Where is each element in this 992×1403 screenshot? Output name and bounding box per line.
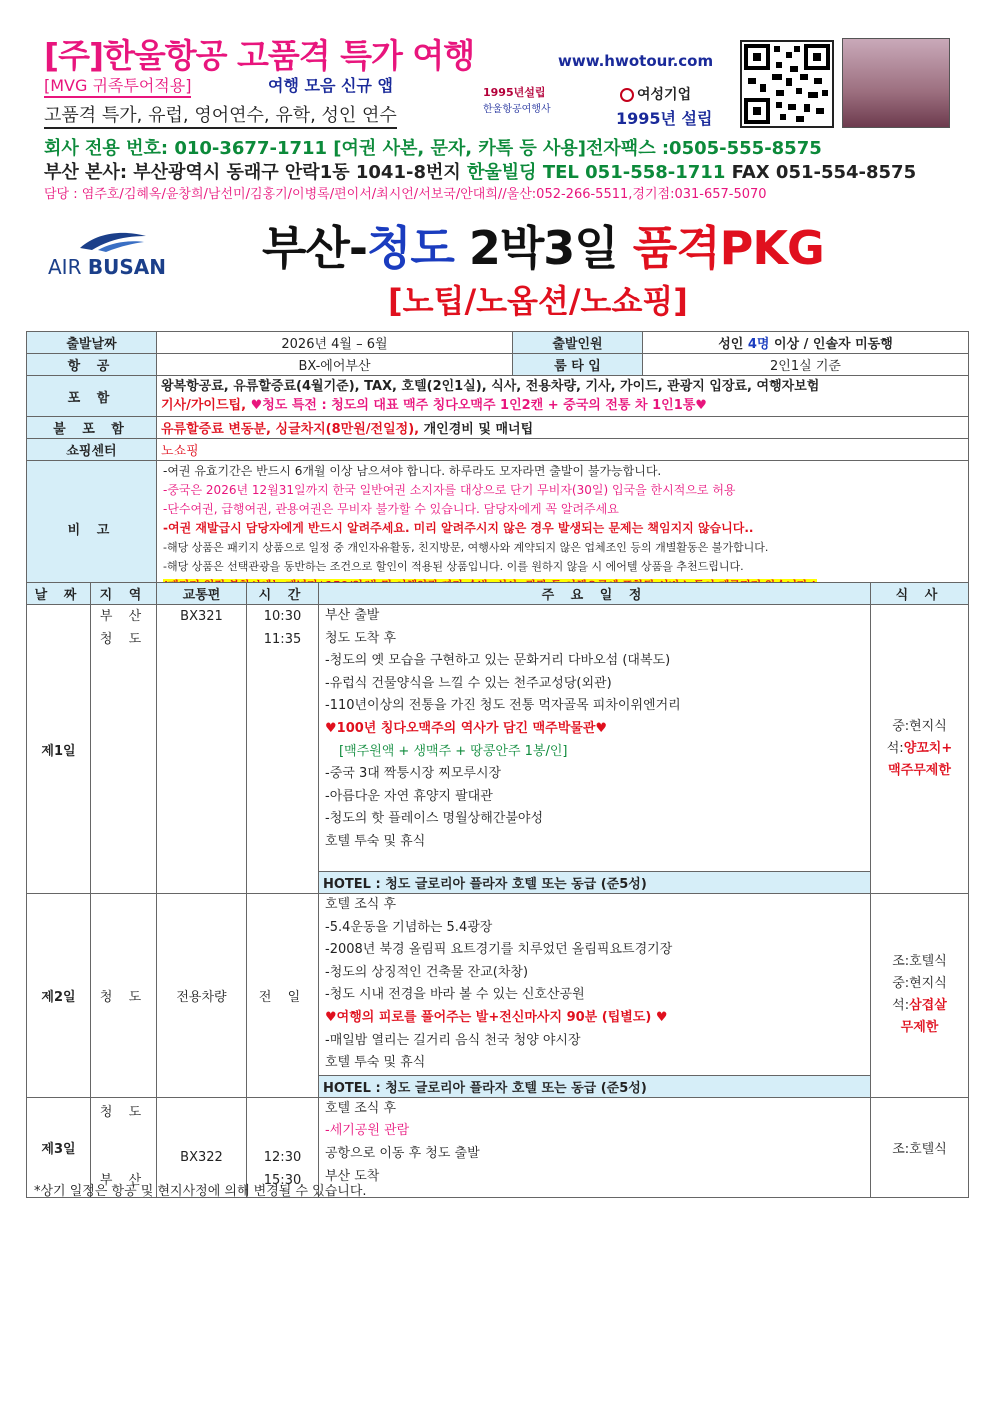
include-value: 왕복항공료, 유류할증료(4월기준), TAX, 호텔(2인1실), 식사, 전용차량, 기사, 가이드, 관광지 입장료, 여행자보험 기사/가이드팁, ♥청도 특전 : 청도의 대표 맥주 칭다오맥주 1인2캔 + 중국의 전통 차 1인1통♥ (157, 376, 969, 417)
women-enterprise-badge: 여성기업 (620, 84, 691, 104)
depart-value: 2026년 4월 – 6월 (157, 332, 513, 354)
info-table (26, 331, 969, 597)
mvg-tag: [MVG 귀족투어적용] (44, 73, 191, 98)
col-transport: 교통편 (157, 583, 247, 605)
day2-itinerary: 호텔 조식 후 -5.4운동을 기념하는 5.4광장 -2008년 북경 올림픽 요트경기를 치루었던 올림픽요트경기장 -청도의 상징적인 건축물 잔교(차창) -청도 시내 전경을 바라 볼 수 있는 신호산공원 ♥여행의 피로를 풀어주는 발+전신마사지 90분 (팁별도) ♥ -매일밤 열리는 길거리 음식 천국 청양 야시장 호텔 투숙 및 휴식 (319, 894, 871, 1076)
phone-line: 회사 전용 번호: 010-3677-1711 [여권 사본, 문자, 카톡 등 사용]전자팩스 :0505-555-8575 (44, 138, 822, 159)
day2-meal: 조:호텔식 중:현지식 석:삼겹살 무제한 (871, 894, 969, 1098)
day1-flight: BX321 (157, 605, 247, 894)
airline-label: 항 공 (27, 354, 157, 376)
established-year: 1995년 설립 (616, 109, 713, 128)
staff-list: 담당 : 염주호/김혜옥/윤창희/남선미/김홍기/이병록/편이서/최시언/서보국/안대희//울산:052-266-5511,경기점:031-657-5070 (44, 187, 767, 202)
office-line: 부산 본사: 부산광역시 동래구 안락1동 1041-8번지 한울빌딩 TEL 051-558-1711 FAX 051-554-8575 (44, 162, 917, 183)
day3-flight: BX322 (157, 1097, 247, 1197)
people-value: 성인 4명 이상 / 인솔자 미동행 (643, 332, 969, 354)
room-label: 룸 타 입 (513, 354, 643, 376)
schedule-table (26, 582, 969, 1198)
day3-itinerary: 호텔 조식 후 -세기공원 관람 공항으로 이동 후 청도 출발 부산 도착 (319, 1097, 871, 1197)
company-title: [주]한울항공 고품격 특가 여행 (44, 36, 475, 75)
day1-hotel: HOTEL : 청도 글로리아 플라자 호텔 또는 동급 (준5성) (319, 872, 871, 894)
notes-value (157, 461, 969, 597)
day1-meal: 중:현지식 석:양꼬치+ 맥주무제한 (871, 605, 969, 894)
day2-hotel: HOTEL : 청도 글로리아 플라자 호텔 또는 동급 (준5성) (319, 1075, 871, 1097)
service-subline: 고품격 특가, 유럽, 영어연수, 유학, 성인 연수 (44, 101, 397, 129)
website-url[interactable]: www.hwotour.com (558, 52, 714, 70)
notes-label: 비 고 (27, 461, 157, 597)
col-time: 시 간 (247, 583, 319, 605)
day2-region: 청 도 (91, 894, 157, 1098)
col-date: 날 짜 (27, 583, 91, 605)
note-2: -중국은 2026년 12월31일까지 한국 일반여권 소지자를 대상으로 단기 무비자(30일) 입국을 한시적으로 허용 (163, 483, 736, 497)
air-busan-wing-icon (78, 228, 148, 254)
room-value: 2인1실 기준 (643, 354, 969, 376)
logo-year: 1995년설립 (483, 86, 546, 99)
qr-code-icon (740, 40, 834, 128)
day2-label: 제2일 (27, 894, 91, 1098)
company-logo-1995 (483, 84, 551, 115)
table-row (27, 605, 969, 872)
depart-label: 출발날짜 (27, 332, 157, 354)
table-row (27, 894, 969, 1076)
note-6: -해당 상품은 선택관광을 동반하는 조건으로 할인이 적용된 상품입니다. 이를 원하지 않을 시 에어텔 상품을 추천드립니다. (163, 560, 744, 573)
footer-note: *상기 일정은 항공 및 현지사정에 의해 변경될 수 있습니다. (34, 1184, 367, 1199)
shopping-label: 쇼핑센터 (27, 439, 157, 461)
note-1: -여권 유효기간은 반드시 6개월 이상 남으셔야 합니다. 하루라도 모자라면 출발이 불가능합니다. (163, 464, 662, 478)
note-4: -여권 재발급시 담당자에게 반드시 알려주세요. 미리 알려주시지 않은 경우 발생되는 문제는 책임지지 않습니다.. (163, 521, 754, 535)
day1-label: 제1일 (27, 605, 91, 894)
day3-region: 청 도 부 산 (91, 1097, 157, 1197)
note-5: -해당 상품은 패키지 상품으로 일정 중 개인자유활동, 친지방문, 여행사와 계약되지 않은 업체조인 등의 개별활동은 불가합니다. (163, 541, 769, 554)
day2-transport: 전용차량 (157, 894, 247, 1098)
col-itinerary: 주 요 일 정 (319, 583, 871, 605)
app-promo: 여행 모음 신규 앱 (268, 76, 393, 95)
logo-name: 한울항공여행사 (483, 104, 551, 115)
note-3: -단수여권, 급행여권, 관용여권은 무비자 불가할 수 있습니다. 담당자에게 꼭 알려주세요 (163, 502, 619, 516)
exclude-label: 불 포 함 (27, 417, 157, 439)
col-region: 지 역 (91, 583, 157, 605)
day1-region: 부 산 청 도 (91, 605, 157, 894)
day3-meal: 조:호텔식 (871, 1097, 969, 1197)
include-label: 포 함 (27, 376, 157, 417)
day3-time: 12:30 15:30 (247, 1097, 319, 1197)
shopping-value: 노쇼핑 (157, 439, 969, 461)
day2-time: 전 일 (247, 894, 319, 1098)
women-enterprise-icon (620, 88, 634, 102)
exclude-value: 유류할증료 변동분, 싱글차지(8만원/전일정), 개인경비 및 매너팁 (157, 417, 969, 439)
product-subtitle: [노팁/노옵션/노쇼핑] (388, 282, 688, 320)
office-building-photo (842, 38, 950, 128)
product-title: 부산-청도 2박3일 품격PKG (262, 221, 824, 275)
day1-itinerary: 부산 출발 청도 도착 후 -청도의 옛 모습을 구현하고 있는 문화거리 다바오섬 (대복도) -유럽식 건물양식을 느낄 수 있는 천주교성당(외관) -110년이상의 전통을 가진 청도 전통 먹자골목 피차이위엔거리 ♥100년 칭다오맥주의 역사가 담긴 맥주박물관♥ [맥주원액 + 생맥주 + 땅콩안주 1봉/인] -중국 3대 짝퉁시장 찌모루시장 -아름다운 자연 휴양지 팔대관 -청도의 핫 플레이스 명월상해간불야성 호텔 투숙 및 휴식 (319, 605, 871, 872)
col-meal: 식 사 (871, 583, 969, 605)
day3-label: 제3일 (27, 1097, 91, 1197)
air-busan-logo: AIR BUSAN (48, 255, 166, 279)
people-label: 출발인원 (513, 332, 643, 354)
airline-value: BX-에어부산 (157, 354, 513, 376)
day1-time: 10:30 11:35 (247, 605, 319, 894)
